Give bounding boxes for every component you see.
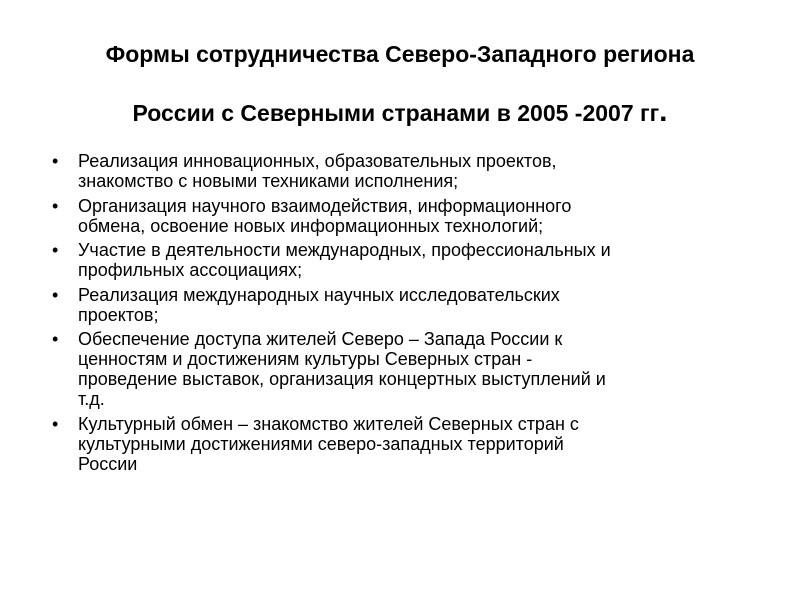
bullet-item <box>52 151 754 191</box>
bullet-icon: • <box>52 240 59 260</box>
bullet-text-line: проектов; <box>78 304 159 325</box>
bullet-icon: • <box>52 329 59 349</box>
bullet-text-line: т.д. <box>78 389 105 409</box>
bullet-icon: • <box>52 151 59 171</box>
slide-title-line-2 <box>40 83 760 142</box>
slide-title-line-2-text: России с Северными странами в 2005 -2007 гг <box>132 100 660 126</box>
bullet-item <box>52 240 754 280</box>
bullet-text-line: Участие в деятельности международных, профессиональных и <box>78 240 611 260</box>
bullet-text-line: культурными достижениями северо-западных территорий <box>78 433 564 454</box>
bullet-list <box>52 151 754 478</box>
bullet-item <box>52 196 754 236</box>
bullet-text-line: обмена, освоение новых информационных технологий; <box>78 215 544 236</box>
bullet-text-line: профильных ассоциациях; <box>78 260 303 280</box>
bullet-text-line: ценностям и достижениям культуры Северных стран - <box>78 349 533 369</box>
bullet-text-line: Организация научного взаимодействия, информационного <box>78 195 572 216</box>
bullet-icon: • <box>52 413 59 434</box>
bullet-item <box>52 414 754 474</box>
slide-title <box>40 26 760 142</box>
bullet-icon: • <box>52 284 59 305</box>
bullet-text-line: Культурный обмен – знакомство жителей Северных стран с <box>78 413 579 434</box>
bullet-item <box>52 285 754 325</box>
bullet-text-line: проведение выставок, организация концертных выступлений и <box>78 369 606 389</box>
slide-title-line-1: Формы сотрудничества Северо-Западного региона <box>105 41 695 67</box>
bullet-text-line: Реализация международных научных исследовательских <box>78 284 560 305</box>
bullet-text-line: знакомство с новыми техниками исполнения; <box>78 171 459 191</box>
bullet-item <box>52 329 754 409</box>
slide-title-dot: . <box>659 95 668 128</box>
bullet-text-line: Обеспечение доступа жителей Северо – Запада России к <box>78 329 563 349</box>
bullet-text-line: России <box>78 453 138 474</box>
bullet-text-line: Реализация инновационных, образовательных проектов, <box>78 151 557 171</box>
bullet-icon: • <box>52 195 59 216</box>
